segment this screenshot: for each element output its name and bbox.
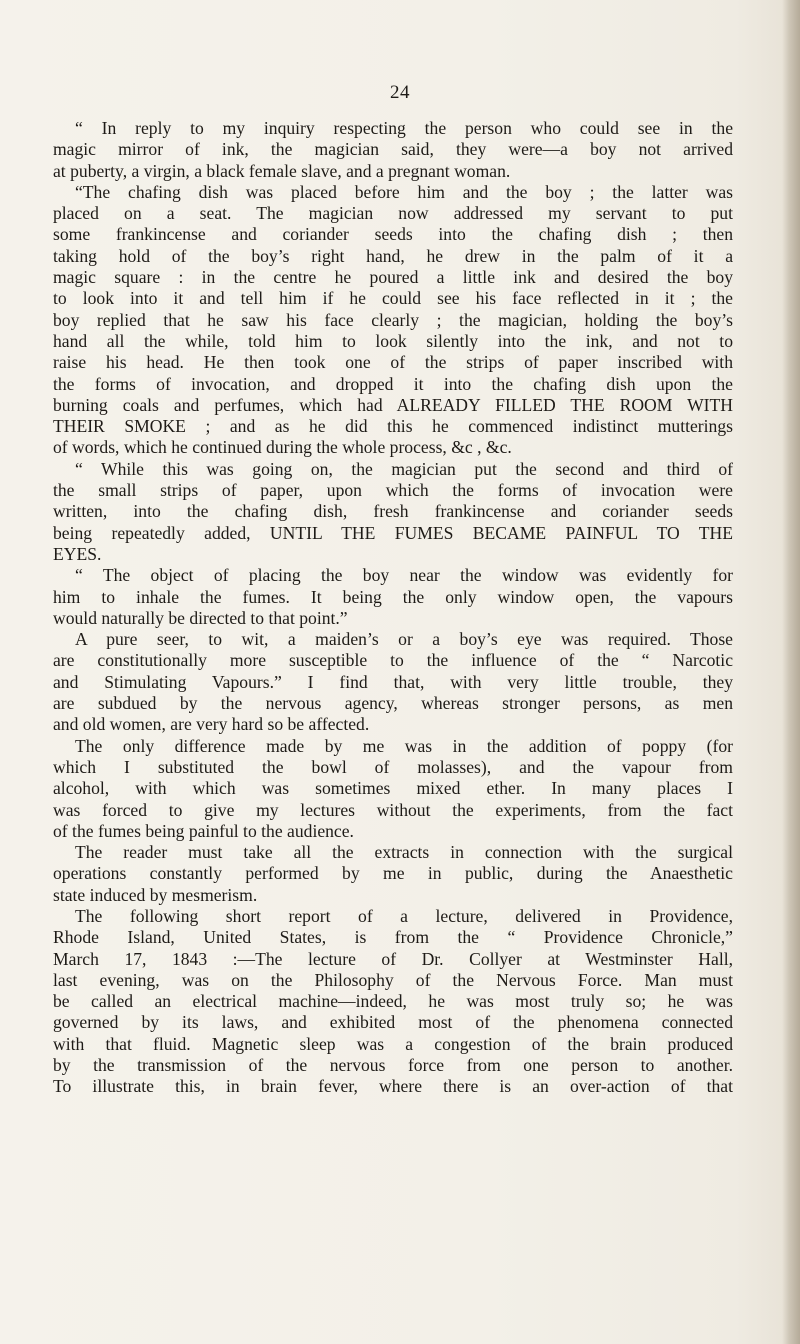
text-line: some frankincense and coriander seeds into the chafing dish ; then [53,224,733,245]
text-line: of the fumes being painful to the audience. [53,820,354,841]
text-line: placed on a seat. The magician now addressed my servant to put [53,203,733,224]
text-line: the small strips of paper, upon which the forms of invocation were [53,480,733,501]
text-line: The reader must take all the extracts in connection with the surgical [75,842,733,863]
text-line: To illustrate this, in brain fever, where there is an over-action of that [53,1076,733,1097]
page-edge-shadow [782,0,800,1344]
text-line: THEIR SMOKE ; and as he did this he commenced indistinct mutterings [53,416,733,437]
text-line: March 17, 1843 :—The lecture of Dr. Collyer at Westminster Hall, [53,948,733,969]
body-text [53,118,733,1098]
page-number: 24 [390,82,410,103]
text-line: governed by its laws, and exhibited most of the phenomena connected [53,1012,733,1033]
text-line: by the transmission of the nervous force from one person to another. [53,1055,733,1076]
text-line: at puberty, a virgin, a black female slave, and a pregnant woman. [53,160,511,181]
text-line: alcohol, with which was sometimes mixed ether. In many places I [53,778,733,799]
text-line: last evening, was on the Philosophy of the Nervous Force. Man must [53,969,733,990]
text-line: A pure seer, to wit, a maiden’s or a boy’s eye was required. Those [75,629,733,650]
text-line: “ In reply to my inquiry respecting the person who could see in the [75,118,733,138]
text-line: with that fluid. Magnetic sleep was a congestion of the brain produced [53,1033,733,1054]
text-line: “ While this was going on, the magician put the second and third of [75,458,733,479]
text-line: of words, which he continued during the whole process, &c , &c. [53,437,512,458]
text-line: burning coals and perfumes, which had ALREADY FILLED THE ROOM WITH [53,394,733,415]
text-line: EYES. [53,543,102,564]
text-line: state induced by mesmerism. [53,884,258,905]
text-line: operations constantly performed by me in public, during the Anaesthetic [53,863,733,884]
text-line: was forced to give my lectures without the experiments, from the fact [53,799,733,820]
text-line: boy replied that he saw his face clearly ; the magician, holding the boy’s [53,309,733,330]
text-line: would naturally be directed to that point.” [53,607,348,628]
text-line: him to inhale the fumes. It being the only window open, the vapours [53,586,733,607]
text-line: are subdued by the nervous agency, whereas stronger persons, as men [53,693,733,714]
text-line: and Stimulating Vapours.” I find that, with very little trouble, they [53,671,733,692]
text-line: hand all the while, told him to look silently into the ink, and not to [53,330,733,351]
text-line: raise his head. He then took one of the strips of paper inscribed with [53,352,733,373]
text-line: “The chafing dish was placed before him and the boy ; the latter was [75,181,733,202]
text-line: The only difference made by me was in the addition of poppy (for [75,735,733,756]
text-line: and old women, are very hard so be affected. [53,714,370,735]
text-line: Rhode Island, United States, is from the “ Providence Chronicle,” [53,927,733,948]
text-line: be called an electrical machine—indeed, he was most truly so; he was [53,991,733,1012]
text-line: to look into it and tell him if he could see his face reflected in it ; the [53,288,733,309]
text-line: taking hold of the boy’s right hand, he drew in the palm of it a [53,245,733,266]
text-line: magic square : in the centre he poured a little ink and desired the boy [53,267,733,288]
text-line: the forms of invocation, and dropped it into the chafing dish upon the [53,373,733,394]
text-line: The following short report of a lecture, delivered in Providence, [75,905,733,926]
text-line: written, into the chafing dish, fresh frankincense and coriander seeds [53,501,733,522]
text-line: are constitutionally more susceptible to the influence of the “ Narcotic [53,650,733,671]
text-line: which I substituted the bowl of molasses), and the vapour from [53,756,733,777]
text-line: “ The object of placing the boy near the window was evidently for [75,565,733,586]
text-line: magic mirror of ink, the magician said, they were—a boy not arrived [53,139,733,160]
text-line: being repeatedly added, UNTIL THE FUMES BECAME PAINFUL TO THE [53,522,733,543]
